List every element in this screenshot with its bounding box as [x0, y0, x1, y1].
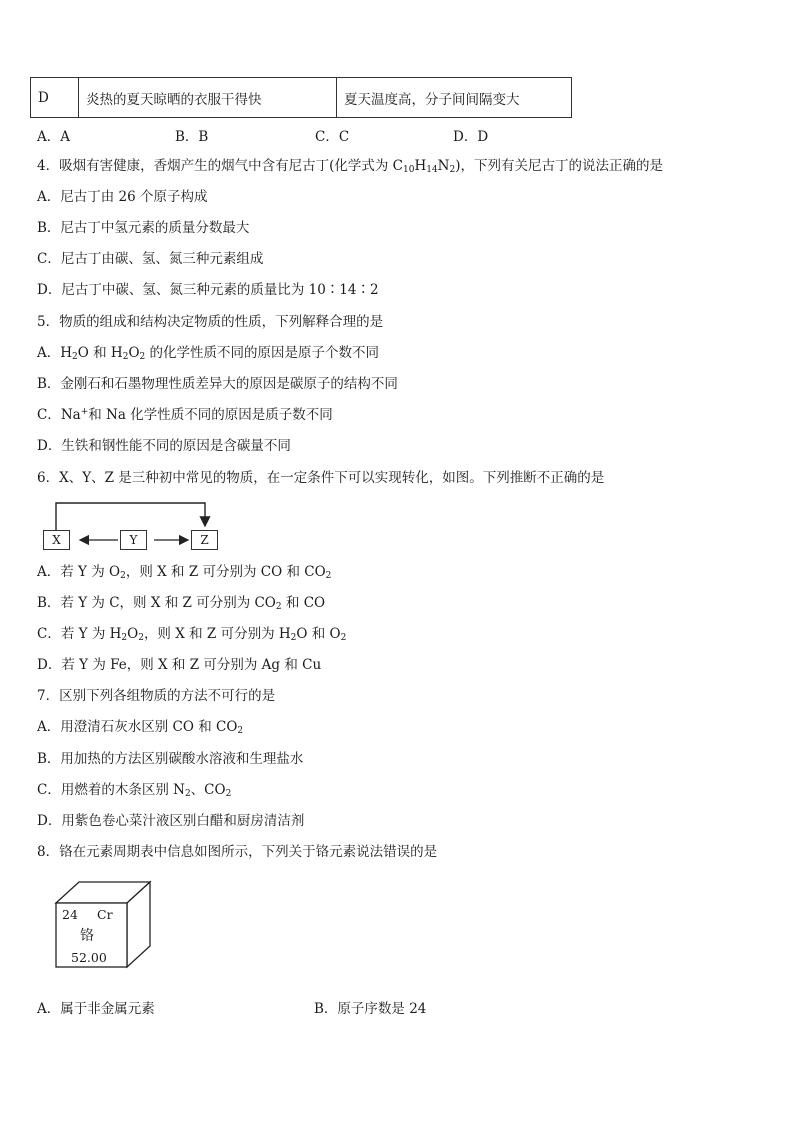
table-cell-explanation: 夏天温度高，分子间间隔变大 — [344, 91, 520, 108]
q8-stem: 8．铬在元素周期表中信息如图所示，下列关于铬元素说法错误的是 — [37, 844, 438, 860]
answer-table-row — [30, 77, 572, 118]
q5-option-c: C．Na+和 Na 化学性质不同的原因是质子数不同 — [37, 407, 333, 423]
q4-option-a: A．尼古丁由 26 个原子构成 — [37, 189, 208, 205]
q3-options — [37, 125, 488, 145]
q5-stem: 5．物质的组成和结构决定物质的性质，下列解释合理的是 — [37, 314, 384, 330]
q4-option-d: D．尼古丁中碳、氢、氮三种元素的质量比为 10∶14∶2 — [37, 282, 379, 298]
q6-option-b: B．若 Y 为 C，则 X 和 Z 可分别为 $CO_2$ 和 CO — [37, 595, 326, 612]
q8-option-a: A．属于非金属元素 — [37, 1001, 155, 1017]
q6-option-a: A．若 Y 为 $O_2$，则 X 和 Z 可分别为 CO 和 $CO_2$ — [37, 564, 332, 581]
q3-option-a: A．A — [37, 129, 70, 145]
element-atomic-number: 24 — [62, 907, 78, 922]
q6-stem: 6．X、Y、Z 是三种初中常见的物质，在一定条件下可以实现转化，如图。下列推断不正确的是 — [37, 470, 605, 486]
element-cube — [50, 880, 160, 980]
q7-option-c: C．用燃着的木条区别 $N_2$、$CO_2$ — [37, 782, 232, 799]
flow-box-z: Z — [191, 530, 218, 550]
q8-option-b: B．原子序数是 24 — [314, 1001, 427, 1017]
q6-option-c: C．若 Y 为 $H_2O_2$，则 X 和 Z 可分别为 $H_2O$ 和 $O_2$ — [37, 626, 347, 643]
q3-option-c: C．C — [315, 129, 350, 145]
table-cell-option: D — [31, 78, 79, 117]
q7-option-d: D．用紫色卷心菜汁液区别白醋和厨房清洁剂 — [37, 813, 305, 829]
q4-option-b: B．尼古丁中氢元素的质量分数最大 — [37, 220, 250, 236]
q3-option-d: D．D — [453, 129, 489, 145]
q5-option-d: D．生铁和钢性能不同的原因是含碳量不同 — [37, 438, 291, 454]
element-symbol: Cr — [97, 907, 113, 922]
q6-option-d: D．若 Y 为 Fe，则 X 和 Z 可分别为 Ag 和 Cu — [37, 657, 322, 673]
element-name: 铬 — [80, 928, 94, 944]
q3-option-b: B．B — [175, 129, 209, 145]
flow-box-x: X — [43, 530, 70, 550]
q7-stem: 7．区别下列各组物质的方法不可行的是 — [37, 688, 276, 704]
element-atomic-mass: 52.00 — [71, 950, 107, 965]
q5-option-a: A．$H_2O$ 和 $H_2O_2$ 的化学性质不同的原因是原子个数不同 — [37, 345, 380, 362]
table-cell-phenomenon: 炎热的夏天晾晒的衣服干得快 — [79, 78, 337, 117]
q7-option-a: A．用澄清石灰水区别 CO 和 $CO_2$ — [37, 719, 244, 736]
q4-stem: 4．吸烟有害健康，香烟产生的烟气中含有尼古丁(化学式为 $C_{10}H_{14}N_2$)，下列有关尼古丁的说法正确的是 — [37, 158, 663, 175]
q7-option-b: B．用加热的方法区别碳酸水溶液和生理盐水 — [37, 751, 304, 767]
q4-option-c: C．尼古丁由碳、氢、氮三种元素组成 — [37, 251, 264, 267]
flow-box-y: Y — [120, 530, 147, 550]
q5-option-b: B．金刚石和石墨物理性质差异大的原因是碳原子的结构不同 — [37, 376, 398, 392]
